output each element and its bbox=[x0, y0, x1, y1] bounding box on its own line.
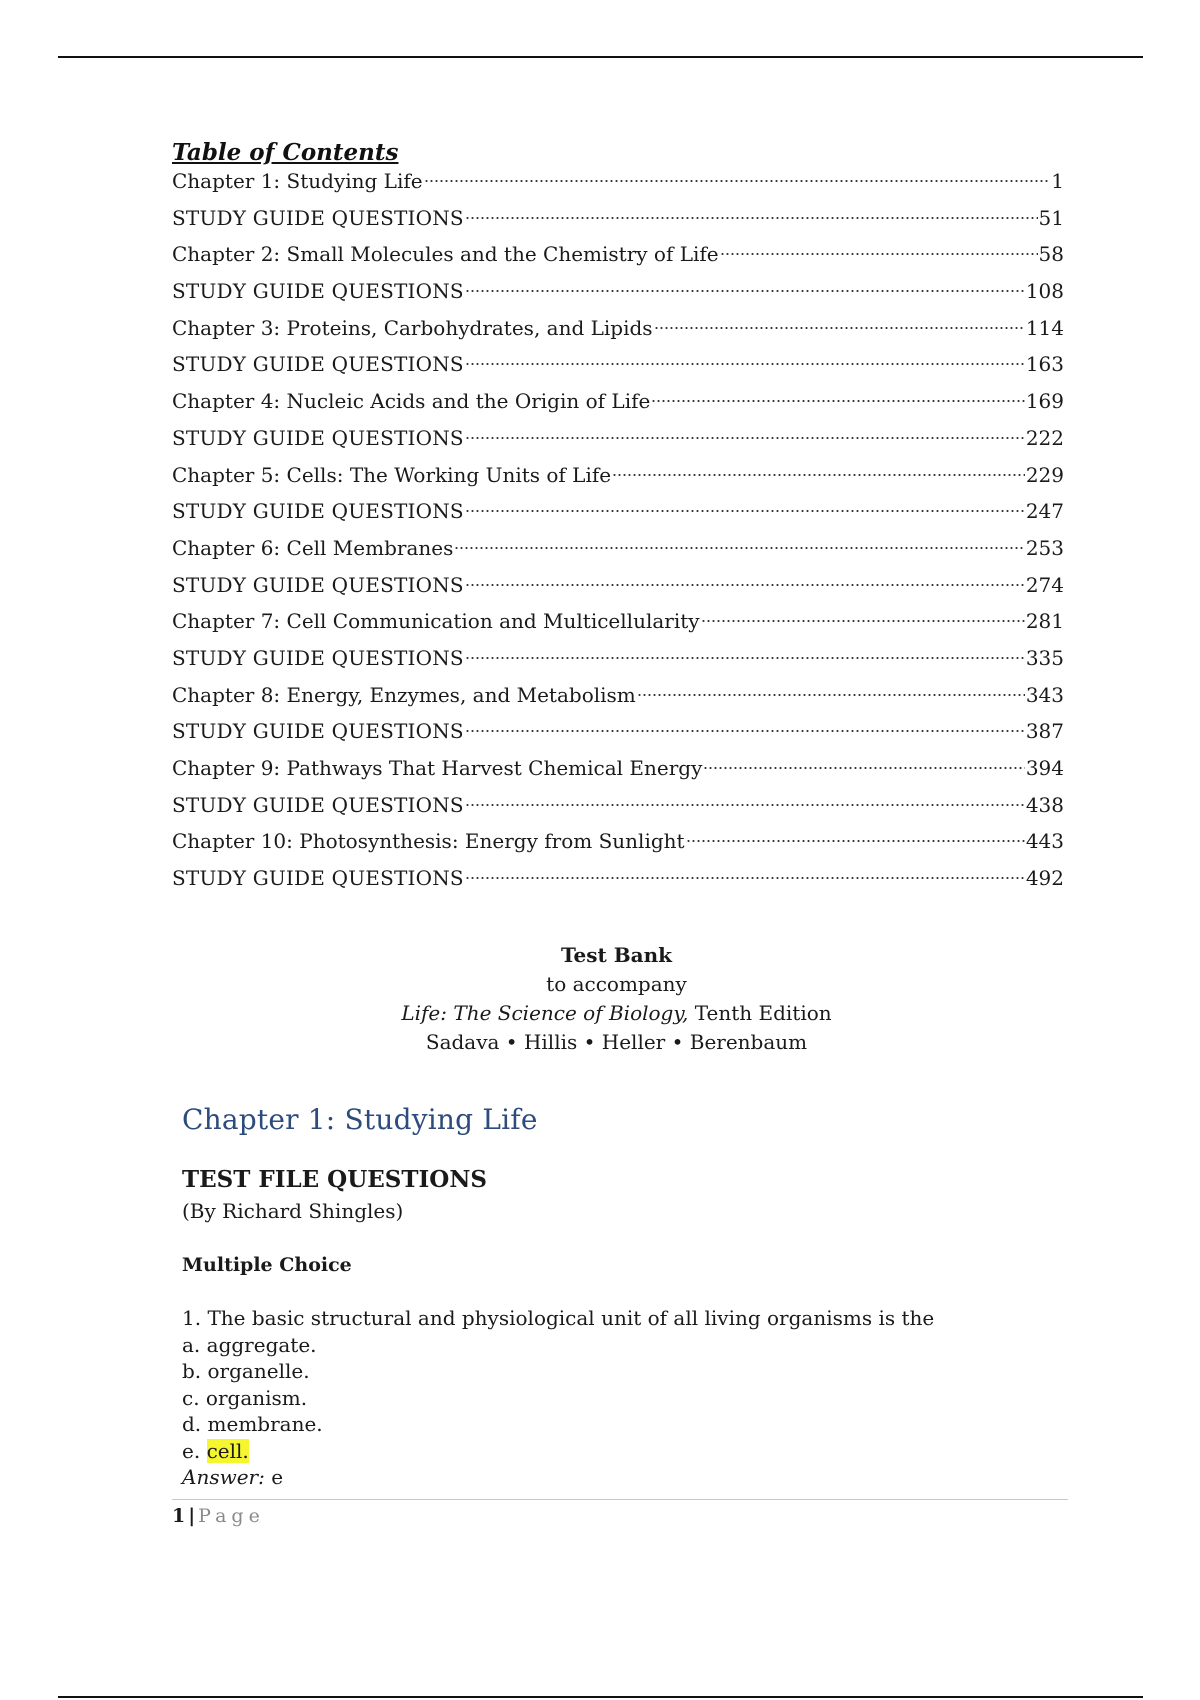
footer-page-number: 1 bbox=[172, 1505, 186, 1527]
toc-entry-page-number: 51 bbox=[1038, 205, 1064, 230]
toc-entry-page-number: 343 bbox=[1025, 682, 1064, 707]
book-title: Life: The Science of Biology, bbox=[401, 1001, 689, 1025]
toc-entry-label: Chapter 9: Pathways That Harvest Chemical Energy bbox=[172, 756, 703, 780]
toc-entry-label: Chapter 4: Nucleic Acids and the Origin of Life bbox=[172, 389, 651, 414]
table-of-contents bbox=[172, 138, 1064, 900]
toc-entry-label: Chapter 5: Cells: The Working Units of Life bbox=[172, 462, 612, 487]
toc-entry-label: Chapter 10: Photosynthesis: Energy from Sunlight bbox=[172, 829, 685, 854]
toc-dot-leader bbox=[465, 729, 1025, 733]
toc-entry-label: STUDY GUIDE QUESTIONS bbox=[172, 205, 464, 230]
toc-entry-label: STUDY GUIDE QUESTIONS bbox=[172, 645, 464, 670]
toc-entry[interactable] bbox=[172, 166, 1064, 203]
toc-dot-leader bbox=[654, 326, 1025, 330]
toc-entry[interactable] bbox=[172, 753, 1064, 790]
toc-entry-page-number: 114 bbox=[1025, 315, 1064, 340]
top-page-rule bbox=[58, 56, 1143, 58]
toc-entry-page-number: 394 bbox=[1025, 756, 1064, 780]
toc-dot-leader bbox=[465, 289, 1025, 293]
toc-entry-page-number: 253 bbox=[1025, 535, 1064, 560]
question-option: b. organelle. bbox=[182, 1359, 310, 1383]
toc-entry-label: Chapter 1: Studying Life bbox=[172, 169, 423, 193]
toc-entry-page-number: 1 bbox=[1051, 169, 1064, 193]
toc-entry-page-number: 229 bbox=[1025, 462, 1064, 487]
toc-entry-label: Chapter 7: Cell Communication and Multicellularity bbox=[172, 609, 700, 634]
toc-dot-leader bbox=[465, 876, 1025, 880]
toc-entry[interactable] bbox=[172, 349, 1064, 386]
toc-entry-label: STUDY GUIDE QUESTIONS bbox=[172, 425, 464, 450]
toc-dot-leader bbox=[686, 839, 1025, 843]
toc-dot-leader bbox=[612, 473, 1025, 477]
toc-entry-label: STUDY GUIDE QUESTIONS bbox=[172, 866, 464, 891]
toc-entry[interactable] bbox=[172, 570, 1064, 607]
test-bank-subtitle: to accompany bbox=[546, 972, 687, 996]
page-footer bbox=[172, 1505, 265, 1527]
toc-dot-leader bbox=[465, 803, 1025, 807]
toc-dot-leader bbox=[465, 583, 1025, 587]
toc-entry-label: Chapter 3: Proteins, Carbohydrates, and Lipids bbox=[172, 315, 653, 340]
toc-entry-page-number: 387 bbox=[1025, 719, 1064, 744]
multiple-choice-heading: Multiple Choice bbox=[182, 1254, 352, 1276]
toc-entry-page-number: 335 bbox=[1025, 645, 1064, 670]
bottom-page-rule bbox=[58, 1696, 1143, 1698]
toc-dot-leader bbox=[465, 509, 1025, 513]
footer-page-word: Page bbox=[198, 1505, 265, 1527]
toc-entry-page-number: 108 bbox=[1025, 279, 1064, 304]
toc-dot-leader bbox=[465, 436, 1025, 440]
author-note: (By Richard Shingles) bbox=[182, 1199, 404, 1223]
toc-dot-leader bbox=[465, 656, 1025, 660]
toc-entry[interactable] bbox=[172, 643, 1064, 680]
toc-entry[interactable] bbox=[172, 790, 1064, 827]
toc-entry[interactable] bbox=[172, 239, 1064, 276]
toc-entry-page-number: 492 bbox=[1025, 866, 1064, 891]
toc-entry[interactable] bbox=[172, 423, 1064, 460]
toc-entry[interactable] bbox=[172, 606, 1064, 643]
question-stem: 1. The basic structural and physiological unit of all living organisms is the bbox=[182, 1306, 935, 1330]
toc-entry-label: STUDY GUIDE QUESTIONS bbox=[172, 792, 464, 817]
answer-value: e bbox=[264, 1465, 284, 1489]
toc-entry-page-number: 443 bbox=[1025, 829, 1064, 854]
question-option-correct bbox=[182, 1438, 934, 1465]
toc-entry[interactable] bbox=[172, 276, 1064, 313]
test-bank-title-block bbox=[0, 941, 1200, 1057]
toc-dot-leader bbox=[703, 766, 1024, 770]
book-authors: Sadava • Hillis • Heller • Berenbaum bbox=[425, 1030, 808, 1054]
toc-entry-label: STUDY GUIDE QUESTIONS bbox=[172, 279, 464, 304]
toc-entry-label: STUDY GUIDE QUESTIONS bbox=[172, 572, 464, 597]
book-edition: Tenth Edition bbox=[688, 1001, 832, 1025]
footer-rule bbox=[172, 1499, 1068, 1500]
test-bank-title: Test Bank bbox=[560, 943, 673, 967]
toc-list bbox=[172, 166, 1064, 900]
answer-label: Answer: bbox=[182, 1465, 265, 1489]
toc-entry-label: STUDY GUIDE QUESTIONS bbox=[172, 499, 464, 524]
test-file-questions-heading: TEST FILE QUESTIONS bbox=[182, 1166, 487, 1193]
toc-dot-leader bbox=[701, 619, 1025, 623]
toc-dot-leader bbox=[637, 693, 1025, 697]
toc-entry-page-number: 274 bbox=[1025, 572, 1064, 597]
toc-entry[interactable] bbox=[172, 460, 1064, 497]
toc-dot-leader bbox=[424, 179, 1051, 183]
toc-dot-leader bbox=[651, 399, 1024, 403]
toc-entry[interactable] bbox=[172, 863, 1064, 900]
question-option: a. aggregate. bbox=[182, 1332, 317, 1357]
toc-entry[interactable] bbox=[172, 826, 1064, 863]
answer-line bbox=[182, 1464, 934, 1491]
toc-title: Table of Contents bbox=[172, 139, 399, 166]
toc-entry[interactable] bbox=[172, 716, 1064, 753]
question-option: d. membrane. bbox=[182, 1412, 323, 1436]
toc-entry-label: STUDY GUIDE QUESTIONS bbox=[172, 719, 464, 744]
toc-entry[interactable] bbox=[172, 386, 1064, 423]
toc-dot-leader bbox=[465, 216, 1038, 220]
toc-entry-page-number: 169 bbox=[1025, 389, 1064, 414]
toc-entry-page-number: 438 bbox=[1025, 792, 1064, 817]
toc-entry-label: Chapter 8: Energy, Enzymes, and Metabolism bbox=[172, 682, 636, 707]
toc-entry[interactable] bbox=[172, 533, 1064, 570]
question-option: c. organism. bbox=[182, 1385, 308, 1410]
toc-entry[interactable] bbox=[172, 313, 1064, 350]
toc-entry-label: Chapter 2: Small Molecules and the Chemistry of Life bbox=[172, 242, 719, 267]
book-title-line bbox=[0, 999, 1200, 1028]
toc-dot-leader bbox=[454, 546, 1024, 550]
toc-dot-leader bbox=[465, 362, 1025, 366]
question-1 bbox=[182, 1305, 934, 1491]
toc-entry-label: STUDY GUIDE QUESTIONS bbox=[172, 352, 464, 377]
toc-entry[interactable] bbox=[172, 203, 1064, 240]
toc-entry-page-number: 222 bbox=[1025, 425, 1064, 450]
toc-entry-label: Chapter 6: Cell Membranes bbox=[172, 535, 454, 560]
toc-entry-page-number: 281 bbox=[1025, 609, 1064, 634]
toc-entry[interactable] bbox=[172, 680, 1064, 717]
toc-entry-page-number: 247 bbox=[1025, 499, 1064, 524]
toc-entry-page-number: 58 bbox=[1038, 242, 1064, 267]
toc-entry-page-number: 163 bbox=[1025, 352, 1064, 377]
toc-entry[interactable] bbox=[172, 496, 1064, 533]
chapter-heading: Chapter 1: Studying Life bbox=[182, 1103, 538, 1136]
toc-dot-leader bbox=[720, 252, 1038, 256]
highlighted-answer-text: cell. bbox=[206, 1438, 249, 1463]
option-prefix: e. bbox=[182, 1438, 207, 1463]
footer-separator: | bbox=[188, 1505, 196, 1527]
